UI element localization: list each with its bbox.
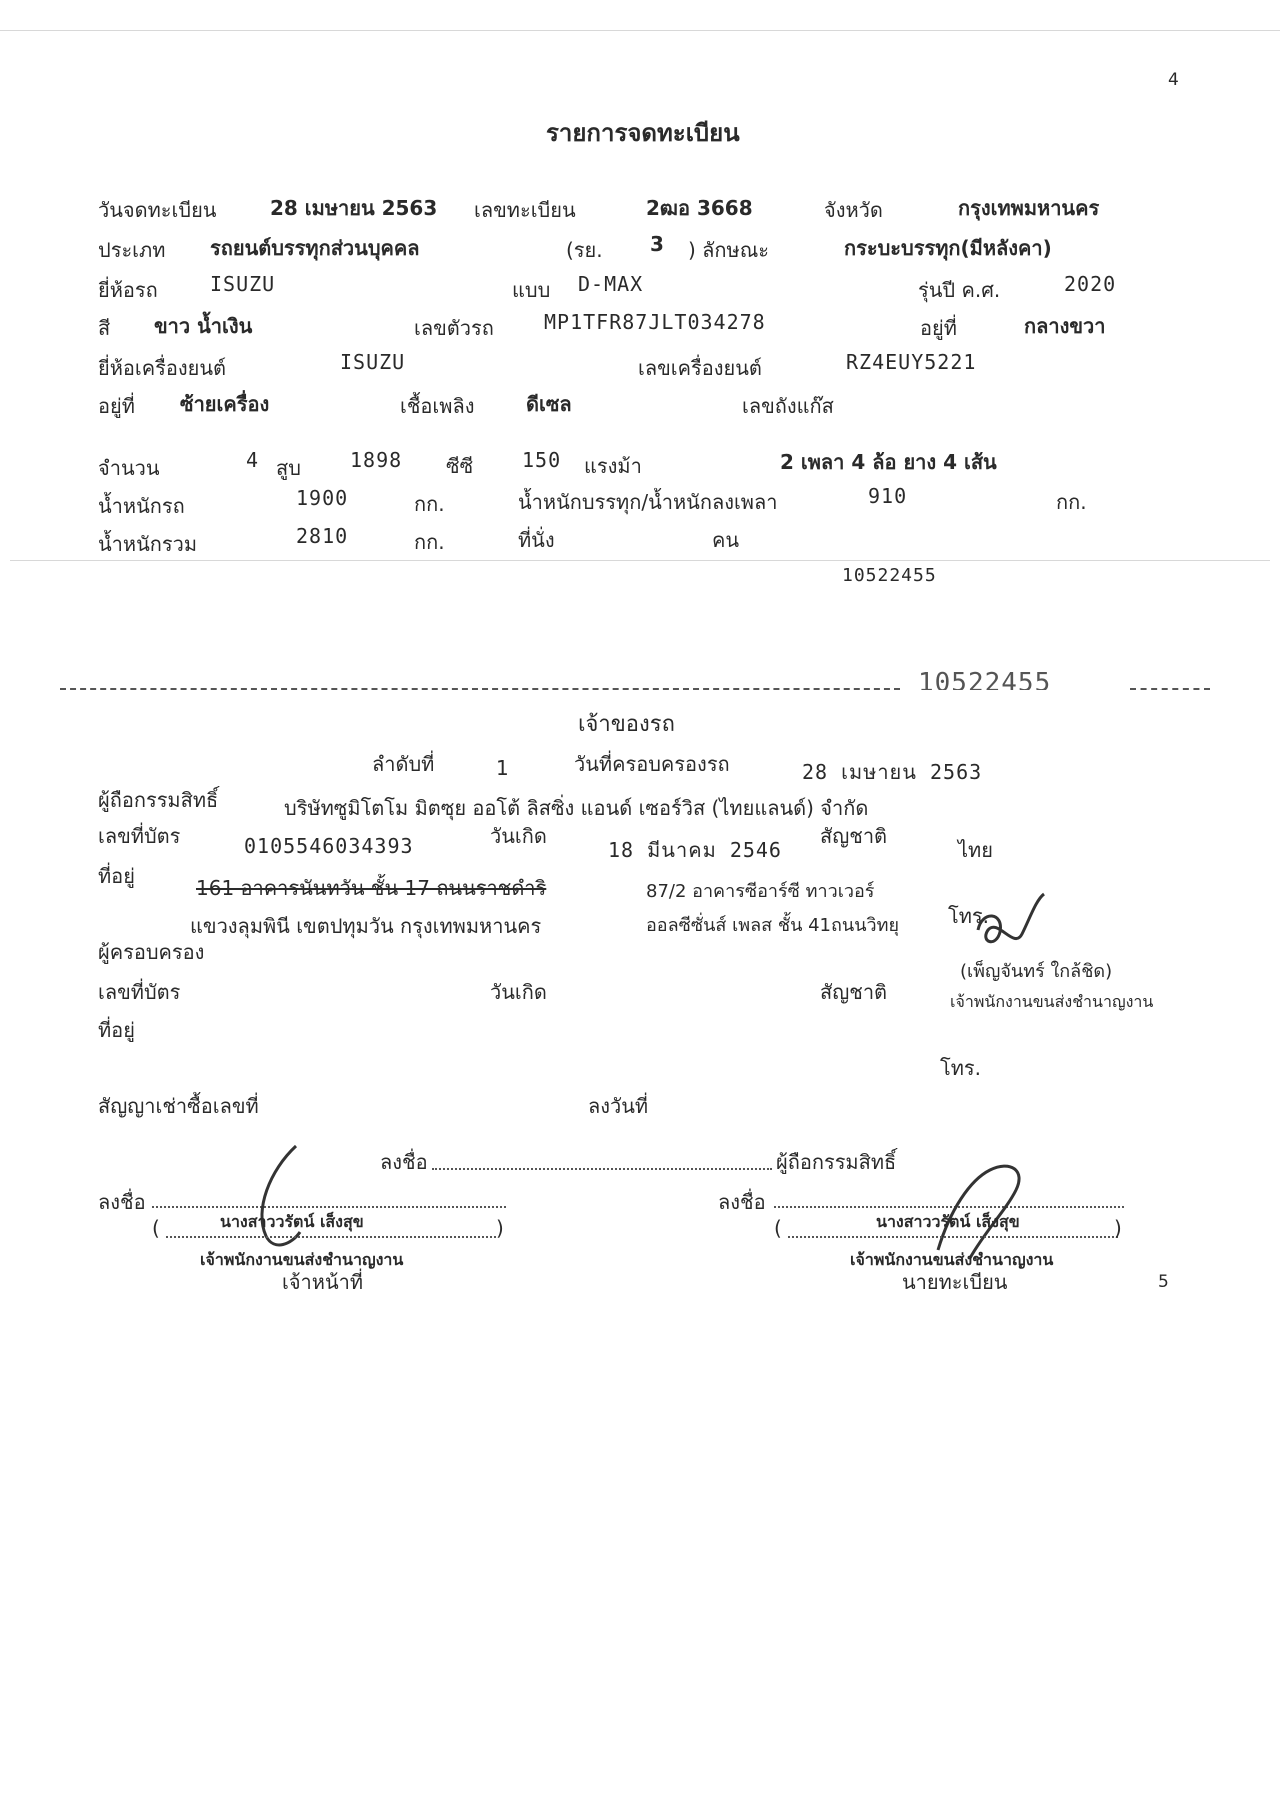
reg-date-value: 28 เมษายน 2563	[270, 196, 438, 220]
engine-no-value: RZ4EUY5221	[846, 350, 977, 374]
owner-section-title: เจ้าของรถ	[578, 712, 675, 737]
seats-unit: คน	[712, 528, 740, 552]
officer-name: (เพ็ญจันทร์ ใกล้ชิด)	[960, 961, 1113, 982]
ry-value: 3	[650, 232, 664, 256]
left-signature	[240, 1140, 320, 1260]
officer-initial-signature	[970, 890, 1060, 960]
weight-unit: กก.	[414, 492, 445, 516]
right-paren-close: )	[1114, 1216, 1122, 1240]
owner-sign-line	[432, 1168, 772, 1170]
cc-value: 1898	[350, 448, 403, 472]
new-address-line1: 87/2 อาคารซีอาร์ซี ทาวเวอร์	[646, 881, 875, 902]
cut-dashes-left	[60, 688, 900, 690]
owner-label: ผู้ถือกรรมสิทธิ์	[98, 788, 219, 812]
possessor-nationality-label: สัญชาติ	[820, 980, 888, 1004]
engine-location-value: ซ้ายเครื่อง	[180, 392, 270, 416]
reg-no-value: 2ฒอ 3668	[646, 196, 753, 220]
sign-date-label: ลงวันที่	[588, 1094, 649, 1118]
cc-unit: ซีซี	[446, 454, 474, 478]
reg-date-label: วันจดทะเบียน	[98, 198, 217, 222]
chassis-location-label: อยู่ที่	[920, 316, 957, 340]
right-name-line	[788, 1236, 1118, 1238]
engine-brand-value: ISUZU	[340, 350, 406, 374]
old-address-line2: แขวงลุมพินี เขตปทุมวัน กรุงเทพมหานคร	[190, 914, 542, 938]
model-label: แบบ	[512, 278, 551, 302]
owner-sign-label: ลงชื่อ	[380, 1150, 428, 1174]
type-label: ประเภท	[98, 238, 166, 262]
axle-description: 2 เพลา 4 ล้อ ยาง 4 เส้น	[780, 450, 997, 474]
brand-label: ยี่ห้อรถ	[98, 278, 158, 302]
hp-value: 150	[522, 448, 562, 472]
chassis-location-value: กลางขวา	[1024, 314, 1106, 338]
hire-purchase-label: สัญญาเช่าซื้อเลขที่	[98, 1094, 259, 1118]
birth-label: วันเกิด	[490, 824, 547, 848]
document-title: รายการจดทะเบียน	[546, 119, 740, 147]
left-paren-open: (	[152, 1216, 160, 1240]
cylinders-value: 4	[246, 448, 260, 472]
section-divider	[10, 560, 1270, 561]
cut-dashes-right	[1130, 688, 1210, 690]
load-label: น้ำหนักบรรทุก/น้ำหนักลงเพลา	[518, 490, 778, 514]
owner-sign-suffix: ผู้ถือกรรมสิทธิ์	[776, 1150, 897, 1174]
engine-brand-label: ยี่ห้อเครื่องยนต์	[98, 356, 227, 380]
model-value: D-MAX	[578, 272, 644, 296]
gross-weight-value: 2810	[296, 524, 349, 548]
year-label: รุ่นปี ค.ศ.	[918, 278, 1001, 302]
count-label: จำนวน	[98, 456, 160, 480]
top-scan-line	[0, 30, 1280, 31]
character-label: ) ลักษณะ	[688, 238, 770, 262]
color-value: ขาว น้ำเงิน	[154, 314, 253, 338]
gross-weight-label: น้ำหนักรวม	[98, 532, 198, 556]
type-value: รถยนต์บรรทุกส่วนบุคคล	[210, 236, 420, 260]
page-number-top: 4	[1168, 70, 1179, 90]
fuel-label: เชื้อเพลิง	[400, 394, 475, 418]
right-officer-position: เจ้าพนักงานขนส่งชำนาญงาน	[850, 1250, 1054, 1269]
chassis-value: MP1TFR87JLT034278	[544, 310, 766, 334]
cylinders-unit: สูบ	[276, 456, 301, 480]
nationality-value: ไทย	[958, 838, 993, 862]
cut-line	[0, 660, 1280, 690]
chassis-label: เลขตัวรถ	[414, 316, 494, 340]
province-label: จังหวัด	[824, 198, 883, 222]
brand-value: ISUZU	[210, 272, 276, 296]
left-officer-position: เจ้าพนักงานขนส่งชำนาญงาน	[200, 1250, 404, 1269]
order-value: 1	[496, 756, 509, 780]
cut-serial: 10522455	[918, 668, 1052, 690]
order-label: ลำดับที่	[372, 752, 435, 776]
reg-no-label: เลขทะเบียน	[474, 198, 576, 222]
color-label: สี	[98, 316, 111, 340]
old-address-struck: 161 อาคารนันทวัน ชั้น 17 ถนนราชดำริ	[196, 876, 547, 900]
weight-label: น้ำหนักรถ	[98, 494, 185, 518]
left-paren-close: )	[496, 1216, 504, 1240]
page-number-bottom: 5	[1158, 1272, 1169, 1292]
hp-unit: แรงม้า	[584, 454, 642, 478]
address-label: ที่อยู่	[98, 864, 135, 888]
right-sign-label: ลงชื่อ	[718, 1190, 766, 1214]
card-label: เลขที่บัตร	[98, 824, 181, 848]
left-officer-name: นางสาววรัตน์ เส็งสุข	[220, 1212, 364, 1231]
ry-open: (รย.	[566, 238, 603, 262]
possessor-birth-label: วันเกิด	[490, 980, 547, 1004]
birth-value: 18 มีนาคม 2546	[608, 838, 782, 862]
right-officer-role: นายทะเบียน	[902, 1270, 1008, 1294]
possessor-label: ผู้ครอบครอง	[98, 940, 205, 964]
left-sign-line	[152, 1206, 506, 1208]
engine-no-label: เลขเครื่องยนต์	[638, 356, 762, 380]
engine-location-label: อยู่ที่	[98, 394, 135, 418]
possessor-address-label: ที่อยู่	[98, 1018, 135, 1042]
character-value: กระบะบรรทุก(มีหลังคา)	[844, 236, 1052, 260]
possessor-phone-label: โทร.	[940, 1056, 982, 1080]
seats-label: ที่นั่ง	[518, 528, 555, 552]
possession-date-value: 28 เมษายน 2563	[802, 760, 983, 784]
load-value: 910	[868, 484, 908, 508]
owner-phone-label: โทร.	[948, 904, 990, 928]
fuel-value: ดีเซล	[526, 392, 572, 416]
possession-date-label: วันที่ครอบครองรถ	[574, 752, 730, 776]
officer-title: เจ้าพนักงานขนส่งชำนาญงาน	[950, 992, 1154, 1011]
card-value: 0105546034393	[244, 834, 414, 858]
owner-name: บริษัทซูมิโตโม มิตซุย ออโต้ ลิสซิ่ง แอนด์ เซอร์วิส (ไทยแลนด์) จำกัด	[284, 796, 869, 820]
nationality-label: สัญชาติ	[820, 824, 888, 848]
year-value: 2020	[1064, 272, 1117, 296]
gross-weight-unit: กก.	[414, 530, 445, 554]
right-officer-name: นางสาววรัตน์ เส็งสุข	[876, 1212, 1020, 1231]
right-paren-open: (	[774, 1216, 782, 1240]
load-unit: กก.	[1056, 490, 1087, 514]
gas-tank-label: เลขถังแก๊ส	[742, 394, 834, 418]
left-sign-label: ลงชื่อ	[98, 1190, 146, 1214]
weight-value: 1900	[296, 486, 349, 510]
province-value: กรุงเทพมหานคร	[958, 196, 1100, 220]
new-address-line2: ออลซีซั่นส์ เพลส ชั้น 41ถนนวิทยุ	[646, 915, 900, 936]
possessor-card-label: เลขที่บัตร	[98, 980, 181, 1004]
left-name-line	[166, 1236, 496, 1238]
left-officer-role: เจ้าหน้าที่	[282, 1270, 364, 1294]
serial-number: 10522455	[842, 565, 937, 586]
